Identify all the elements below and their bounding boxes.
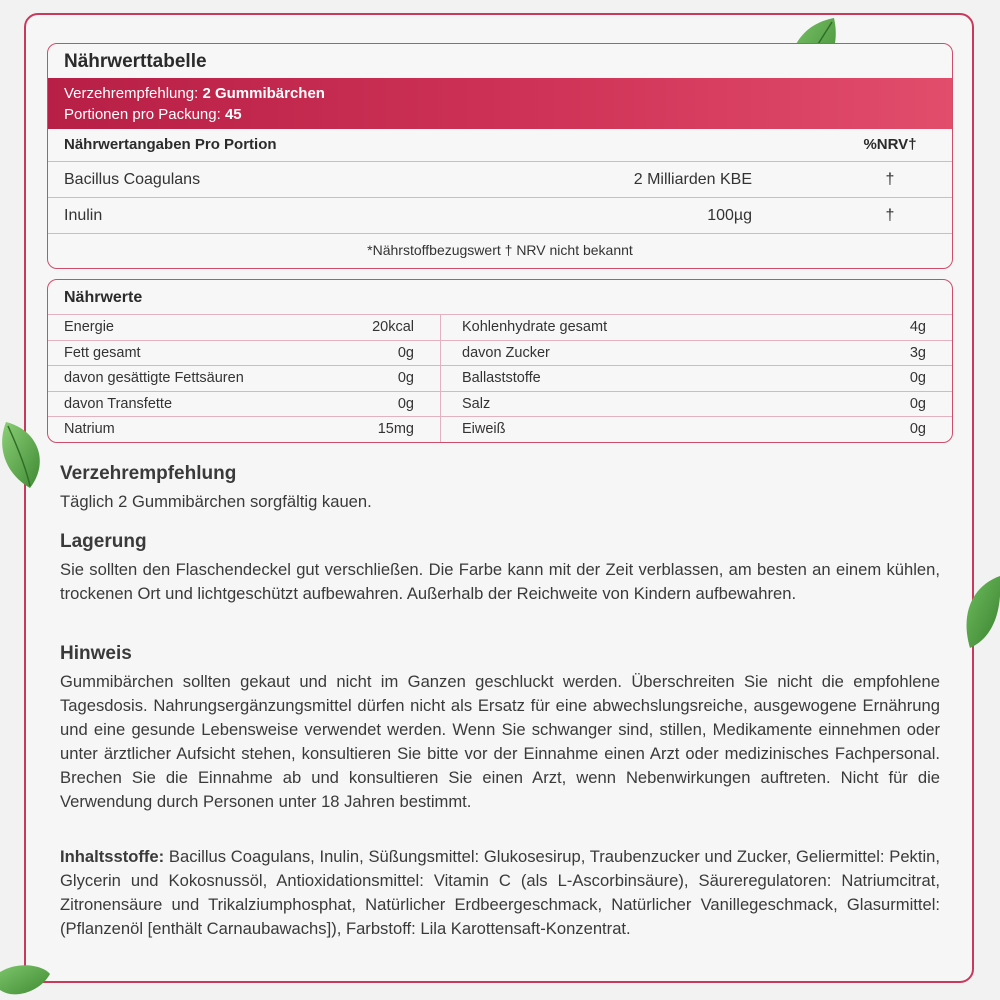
nutrition-values-table	[47, 279, 953, 443]
header-label: Nährwertangaben Pro Portion	[64, 136, 277, 153]
nutrient-value: 20kcal	[372, 319, 414, 335]
nutrition-values-title: Nährwerte	[48, 280, 952, 315]
nutrient-name: Energie	[64, 319, 114, 335]
nutrient-name: davon Transfette	[64, 395, 173, 412]
nutrition-table	[47, 43, 953, 269]
serving-recommendation	[64, 83, 936, 104]
nutrition-values-right-column	[440, 315, 952, 443]
table-row	[440, 341, 952, 367]
table-row	[440, 392, 952, 418]
nutrient-value: 0g	[397, 370, 414, 387]
nutrient-name: Eiweiß	[462, 421, 506, 438]
table-row	[48, 162, 952, 198]
leaf-icon	[960, 574, 1000, 650]
nutrient-name: davon gesättigte Fettsäuren	[64, 370, 244, 387]
table-header-row	[48, 129, 952, 162]
nutrient-name: Kohlenhydrate gesamt	[462, 319, 608, 335]
table-row	[440, 366, 952, 392]
portions-per-pack	[64, 104, 936, 125]
serving-info-band	[48, 78, 952, 129]
ingredient-nrv: †	[885, 171, 895, 188]
leaf-icon	[0, 418, 48, 492]
nutrient-name: Ballaststoffe	[462, 370, 541, 387]
portions-label: Portionen pro Packung:	[64, 106, 221, 123]
nutrient-value: 15mg	[377, 421, 414, 438]
usage-text: Täglich 2 Gummibärchen sorgfältig kauen.	[60, 492, 372, 511]
table-row	[48, 392, 440, 418]
ingredient-amount: 100µg	[707, 207, 752, 224]
usage-section	[60, 461, 940, 514]
nutrient-value: 0g	[909, 395, 926, 412]
ingredients-paragraph	[60, 845, 940, 941]
table-row	[440, 315, 952, 341]
table-row	[48, 417, 440, 443]
notice-section	[60, 641, 940, 814]
portions-value: 45	[224, 106, 242, 123]
ingredient-name: Bacillus Coagulans	[64, 171, 201, 188]
nutrient-name: Salz	[462, 395, 491, 412]
storage-section	[60, 529, 940, 606]
nutrient-name: Fett gesamt	[64, 344, 141, 361]
nutrient-value: 0g	[909, 421, 926, 438]
nutrient-value: 0g	[397, 344, 414, 361]
nutrition-table-title: Nährwerttabelle	[64, 51, 207, 72]
table-footnote: *Nährstoffbezugswert † NRV nicht bekannt	[367, 242, 633, 258]
storage-text: Sie sollten den Flaschendeckel gut verschließen. Die Farbe kann mit der Zeit verblassen, am besten an einem kühlen, trockenen Ort und lichtgeschützt aufbewahren. Außerhalb der Reichweite von Kindern aufbewahren.	[60, 560, 940, 603]
header-nrv: %NRV†	[863, 136, 917, 153]
serving-label: Verzehrempfehlung:	[64, 85, 199, 102]
nutrient-name: Natrium	[64, 421, 115, 438]
table-row	[48, 198, 952, 234]
leaf-icon	[0, 960, 52, 1000]
table-row	[48, 366, 440, 392]
ingredients-text: Bacillus Coagulans, Inulin, Süßungsmittel: Glukosesirup, Traubenzucker und Zucker, Geliermittel: Pektin, Glycerin und Kokosnussöl, Antioxidationsmittel: Vitamin C (als L-Ascorbinsäure), Säureregulatoren: Natriumcitrat, Zitronensäure und Trikalziumphosphat, Natürlicher Erdbeergeschmack, Natürlicher Vanillegeschmack, Glasurmittel: (Pflanzenöl [enthält Carnaubawachs]), Farbstoff: Lila Karottensaft-Konzentrat.	[60, 847, 940, 938]
ingredient-nrv: †	[885, 207, 895, 224]
storage-heading: Lagerung	[60, 531, 147, 552]
nutrient-value: 0g	[909, 370, 926, 387]
nutrient-value: 4g	[909, 319, 926, 335]
table-row	[48, 341, 440, 367]
table-row	[48, 315, 440, 341]
notice-text: Gummibärchen sollten gekaut und nicht im Ganzen geschluckt werden. Überschreiten Sie nicht die empfohlene Tagesdosis. Nahrungsergänzungsmittel dürfen nicht als Ersatz für eine abwechslungsreiche, ausgewogene Ernährung und eine gesunde Lebensweise verwendet werden. Wenn Sie schwanger sind, stillen, Medikamente einnehmen oder unter ärztlicher Aufsicht stehen, konsultieren Sie bitte vor der Einnahme einen Arzt oder medizinisches Fachpersonal. Brechen Sie die Einnahme ab und konsultieren Sie einen Arzt, wenn Nebenwirkungen auftreten. Nicht für die Verwendung durch Personen unter 18 Jahren bestimmt.	[60, 672, 940, 811]
nutrient-value: 3g	[909, 344, 926, 361]
notice-heading: Hinweis	[60, 643, 132, 664]
serving-value: 2 Gummibärchen	[202, 85, 325, 102]
table-row	[440, 417, 952, 443]
nutrient-name: davon Zucker	[462, 344, 550, 361]
ingredient-amount: 2 Milliarden KBE	[633, 171, 752, 188]
usage-heading: Verzehrempfehlung	[60, 463, 237, 484]
ingredient-name: Inulin	[64, 207, 103, 224]
nutrient-value: 0g	[397, 395, 414, 412]
ingredients-label: Inhaltsstoffe:	[60, 847, 165, 866]
nutrition-values-left-column	[48, 315, 441, 443]
